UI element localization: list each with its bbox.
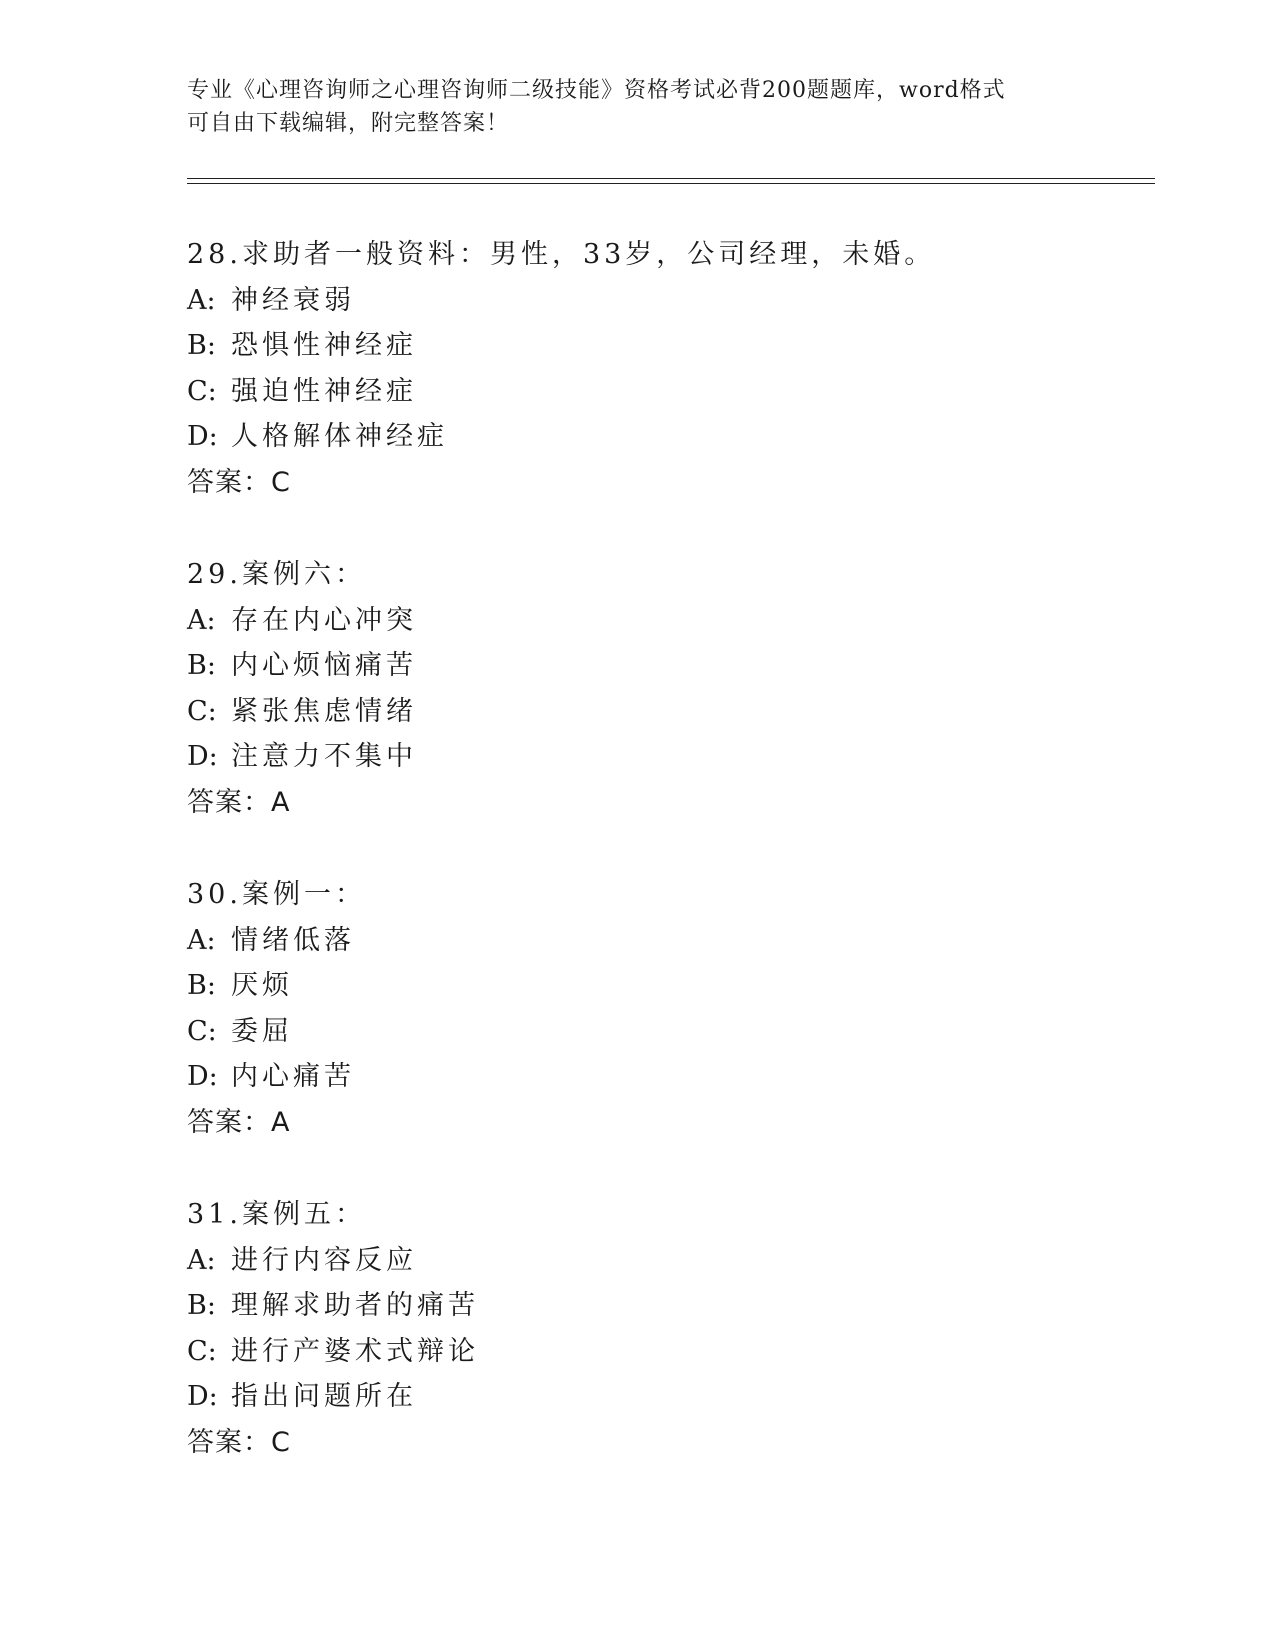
option-text: 神经衰弱 [231, 284, 355, 316]
option-a [187, 1238, 1147, 1284]
option-b [187, 963, 1147, 1009]
option-a [187, 278, 1147, 324]
option-d [187, 1374, 1147, 1420]
option-text: 理解求助者的痛苦 [231, 1290, 479, 1321]
option-letter: A: [187, 604, 216, 636]
question-stem: 31.案例五： [187, 1199, 366, 1230]
option-b [187, 643, 1147, 689]
option-text: 强迫性神经症 [231, 375, 417, 407]
option-letter: B: [187, 650, 216, 681]
option-letter: D: [187, 1061, 218, 1092]
answer-line: 答案：A [187, 1106, 291, 1138]
option-text: 委屈 [231, 1015, 293, 1047]
option-letter: A: [187, 924, 216, 956]
option-text: 存在内心冲突 [231, 604, 417, 636]
option-text: 紧张焦虑情绪 [231, 695, 417, 727]
option-c [187, 1329, 1147, 1375]
header-line-1: 专业《心理咨询师之心理咨询师二级技能》资格考试必背200题题库，word格式 [187, 78, 1006, 103]
option-text: 内心烦恼痛苦 [231, 650, 417, 681]
option-letter: B: [187, 1290, 216, 1321]
option-letter: B: [187, 970, 216, 1001]
option-c [187, 369, 1147, 415]
option-letter: A: [187, 284, 216, 316]
option-b [187, 1283, 1147, 1329]
answer-line: 答案：A [187, 786, 291, 818]
question-31 [187, 1192, 1147, 1465]
option-letter: D: [187, 741, 218, 772]
question-list [187, 232, 1147, 1512]
header-divider-bottom [187, 183, 1155, 184]
option-d [187, 1054, 1147, 1100]
option-c [187, 1009, 1147, 1055]
question-stem: 28.求助者一般资料：男性，33岁，公司经理，未婚。 [187, 239, 936, 270]
option-a [187, 598, 1147, 644]
option-b [187, 323, 1147, 369]
option-letter: C: [187, 1335, 217, 1367]
option-c [187, 689, 1147, 735]
question-30 [187, 872, 1147, 1145]
option-letter: C: [187, 695, 217, 727]
option-text: 厌烦 [231, 970, 293, 1001]
question-29 [187, 552, 1147, 825]
option-text: 内心痛苦 [231, 1061, 355, 1092]
option-letter: B: [187, 330, 216, 361]
option-d [187, 414, 1147, 460]
document-header [187, 74, 1087, 140]
header-line-2: 可自由下载编辑，附完整答案！ [187, 111, 510, 136]
option-text: 情绪低落 [231, 924, 355, 956]
option-letter: C: [187, 375, 217, 407]
option-letter: C: [187, 1015, 217, 1047]
option-text: 恐惧性神经症 [231, 330, 417, 361]
question-stem: 29.案例六： [187, 559, 366, 590]
question-28 [187, 232, 1147, 505]
header-divider-top [187, 178, 1155, 179]
answer-line: 答案：C [187, 466, 291, 498]
option-letter: D: [187, 1381, 218, 1412]
option-text: 进行内容反应 [231, 1244, 417, 1276]
option-d [187, 734, 1147, 780]
option-letter: D: [187, 421, 218, 452]
option-text: 人格解体神经症 [231, 421, 448, 452]
option-text: 指出问题所在 [231, 1381, 417, 1412]
option-text: 进行产婆术式辩论 [231, 1335, 479, 1367]
option-a [187, 918, 1147, 964]
question-stem: 30.案例一： [187, 879, 366, 910]
answer-line: 答案：C [187, 1426, 291, 1458]
option-letter: A: [187, 1244, 216, 1276]
option-text: 注意力不集中 [231, 741, 417, 772]
